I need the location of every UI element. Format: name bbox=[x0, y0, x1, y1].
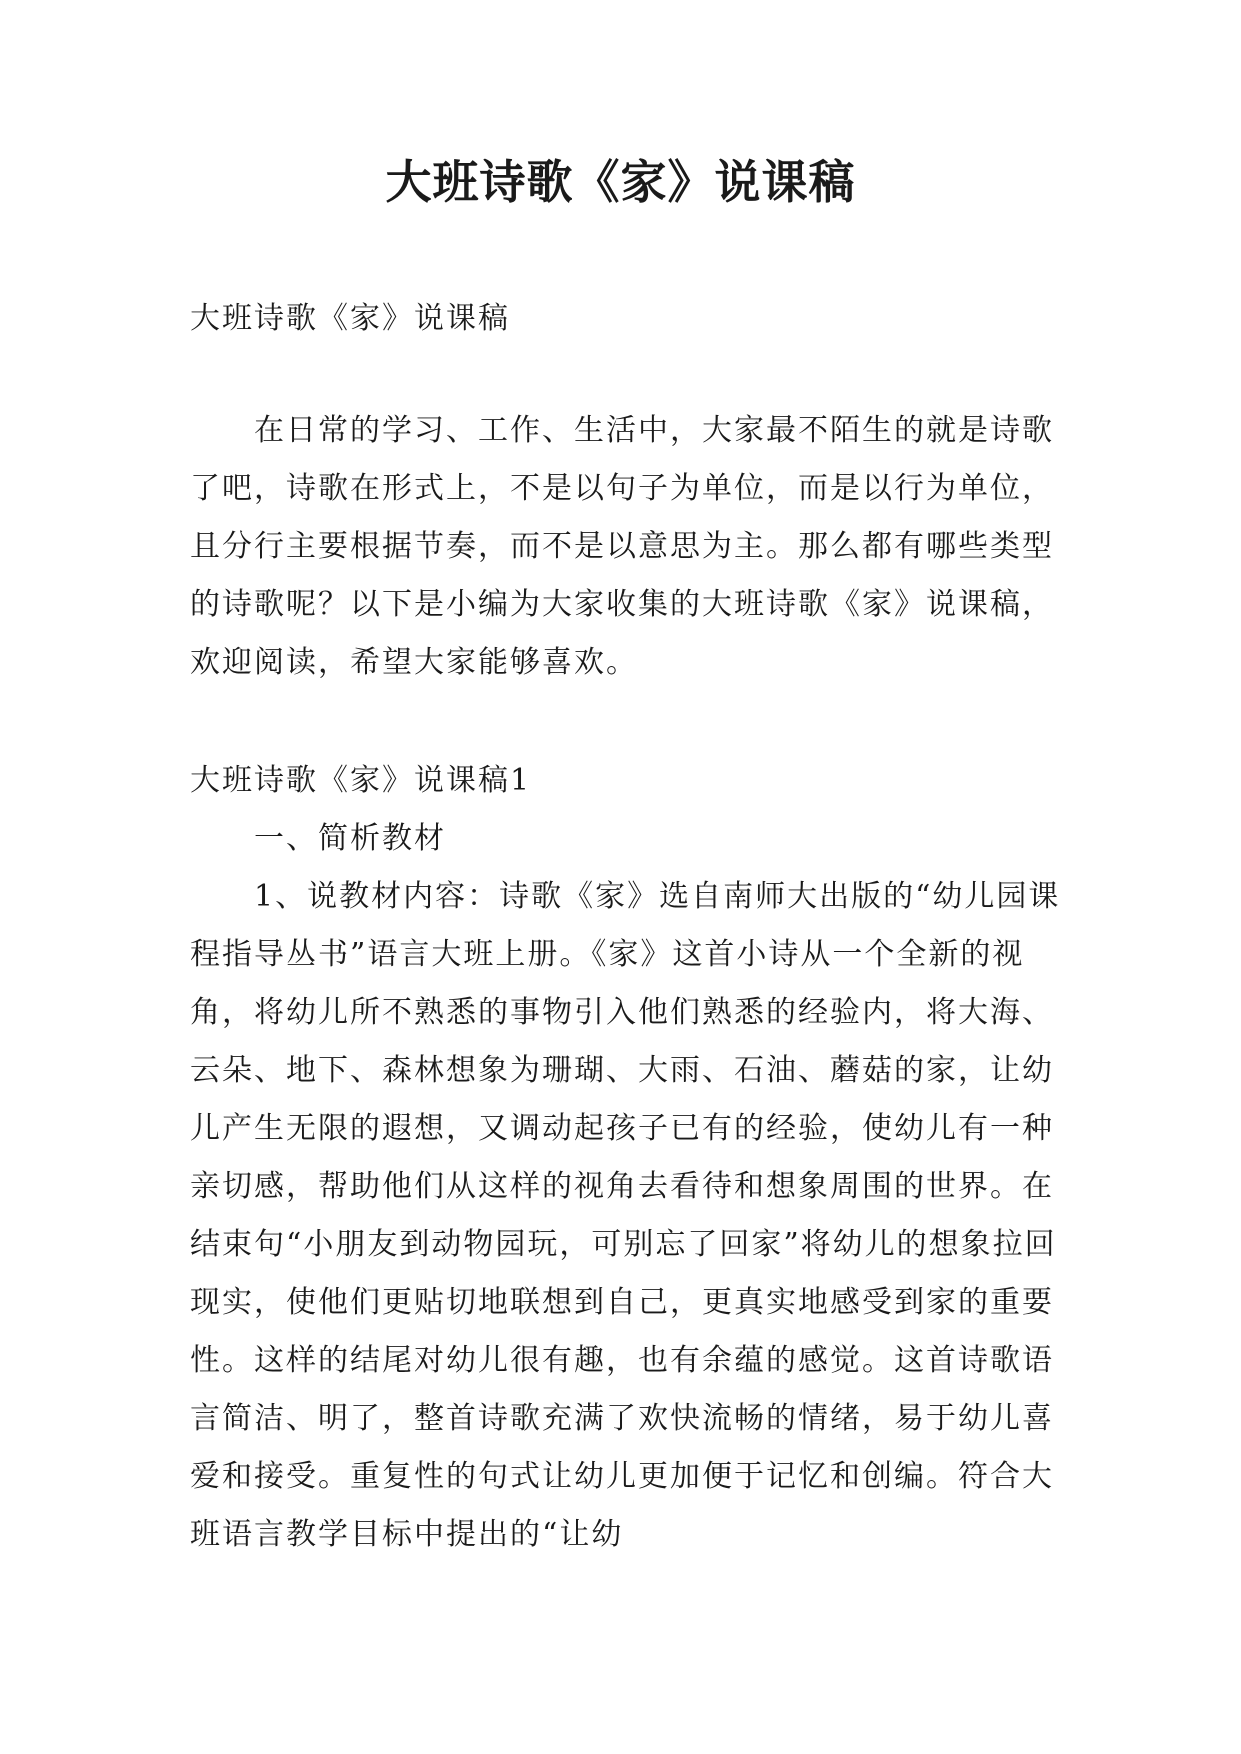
body-paragraph: 1、说教材内容：诗歌《家》选自南师大出版的“幼儿园课程指导丛书”语言大班上册。《家》这首小诗从一个全新的视角，将幼儿所不熟悉的事物引入他们熟悉的经验内，将大海、云朵、地下、森林想象为珊瑚、大雨、石油、蘑菇的家，让幼儿产生无限的遐想，又调动起孩子已有的经验，使幼儿有一种亲切感，帮助他们从这样的视角去看待和想象周围的世界。在结束句“小朋友到动物园玩，可别忘了回家”将幼儿的想象拉回现实，使他们更贴切地联想到自己，更真实地感受到家的重要性。这样的结尾对幼儿很有趣，也有余蕴的感觉。这首诗歌语言简洁、明了，整首诗歌充满了欢快流畅的情绪，易于幼儿喜爱和接受。重复性的句式让幼儿更加便于记忆和创编。符合大班语言教学目标中提出的“让幼 bbox=[190, 879, 1061, 1552]
section-title: 大班诗歌《家》说课稿1 bbox=[190, 763, 532, 798]
document-title: 大班诗歌《家》说课稿 bbox=[385, 155, 856, 209]
section-heading: 一、简析教材 bbox=[254, 821, 446, 856]
intro-paragraph: 在日常的学习、工作、生活中，大家最不陌生的就是诗歌了吧，诗歌在形式上，不是以句子为单位，而是以行为单位，且分行主要根据节奏，而不是以意思为主。那么都有哪些类型的诗歌呢？以下是小编为大家收集的大班诗歌《家》说课稿，欢迎阅读，希望大家能够喜欢。 bbox=[190, 413, 1054, 680]
document-subtitle: 大班诗歌《家》说课稿 bbox=[190, 301, 510, 336]
